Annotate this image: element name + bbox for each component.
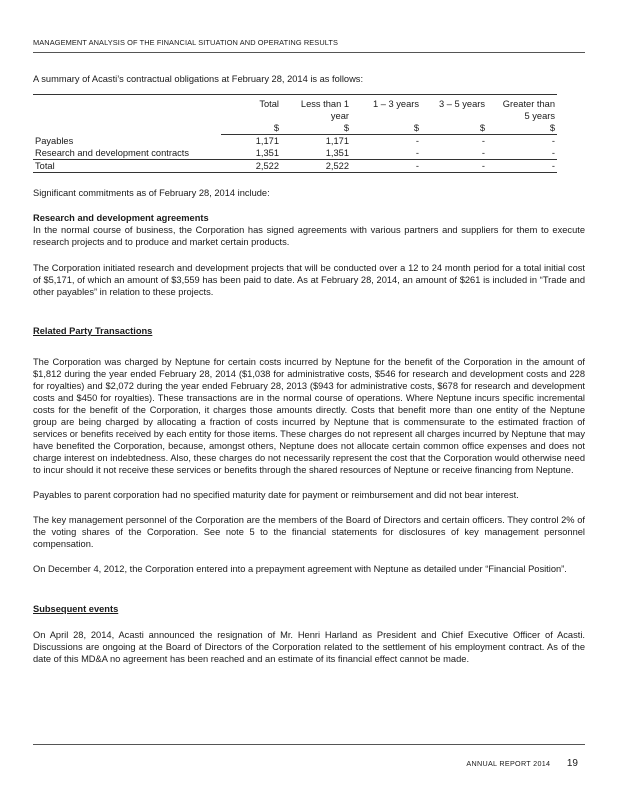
- row-label: Research and development contracts: [35, 148, 190, 158]
- col-less-than-1-header-b: year: [330, 111, 349, 121]
- col-total-header: Total: [221, 95, 281, 111]
- page-content: [33, 60, 585, 665]
- rd-paragraph-2: The Corporation initiated research and development projects that will be conducted over a 12 to 24 month period for a total initial cost of $5,171, of which an amount of $3,559 has been paid to date. As at February 28, 2014, an amount of $261 is included in “Trade and other payables” in relation to these projects.: [33, 263, 585, 297]
- table-row: [33, 147, 557, 160]
- table-header-row: [33, 95, 557, 111]
- header-divider: [33, 52, 585, 53]
- row-label: Payables: [35, 135, 74, 146]
- commitments-text: Significant commitments as of February 28, 2014 include:: [33, 188, 270, 198]
- row-label: Total: [33, 160, 221, 173]
- subsequent-events-heading: Subsequent events: [33, 604, 119, 614]
- cell-total: 1,171: [255, 136, 279, 146]
- currency-symbol: $: [281, 122, 351, 135]
- related-party-paragraph-3: The key management personnel of the Corporation are the members of the Board of Directors and certain officers. They control 2% of the voting shares of the Corporation. See note 5 to the financial statements for disclosures of key management personnel compensation.: [33, 515, 585, 549]
- subsequent-events-paragraph: On April 28, 2014, Acasti announced the resignation of Mr. Henri Harland as President and Chief Executive Officer of Acasti. Discussions are ongoing at the Board of Directors of the Corporation related to the settlement of his employment contract. As of the date of this MD&A no agreement has been reached and an estimate of its financial effect cannot be made.: [33, 630, 585, 664]
- col-less-than-1-header: Less than 1: [281, 95, 351, 111]
- related-party-paragraph-4: On December 4, 2012, the Corporation entered into a prepayment agreement with Neptune as detailed under “Financial Position”.: [33, 564, 567, 574]
- table-total-row: [33, 160, 557, 173]
- cell-1-3: -: [351, 160, 421, 173]
- intro-text: A summary of Acasti’s contractual obligations at February 28, 2014 is as follows:: [33, 74, 364, 84]
- cell-greater-than-5: -: [551, 136, 555, 146]
- rd-heading: Research and development agreements: [33, 213, 209, 223]
- currency-symbol: $: [221, 122, 281, 135]
- col-greater-than-5-header-b: 5 years: [524, 111, 555, 121]
- running-header: MANAGEMENT ANALYSIS OF THE FINANCIAL SITUATION AND OPERATING RESULTS: [33, 38, 339, 47]
- annual-report-label: ANNUAL REPORT 2014: [466, 759, 551, 768]
- footer-divider: [33, 744, 585, 745]
- cell-total: 1,351: [255, 148, 279, 158]
- rd-paragraph-1: In the normal course of business, the Corporation has signed agreements with various partners and suppliers for them to execute research projects and to produce and market certain products.: [33, 225, 585, 247]
- table-header-row-2: [33, 110, 557, 122]
- page-footer: [466, 758, 578, 769]
- cell-less-than-1: 1,171: [325, 136, 349, 146]
- related-party-heading: Related Party Transactions: [33, 326, 153, 336]
- col-1-3-header: 1 – 3 years: [351, 95, 421, 111]
- table-row: [33, 135, 557, 148]
- cell-greater-than-5: -: [551, 148, 555, 158]
- related-party-paragraph-2: Payables to parent corporation had no specified maturity date for payment or reimbursement and did not bear interest.: [33, 490, 519, 500]
- cell-1-3: -: [415, 148, 419, 158]
- cell-less-than-1: 1,351: [325, 148, 349, 158]
- cell-3-5: -: [481, 148, 485, 158]
- cell-less-than-1: 2,522: [281, 160, 351, 173]
- cell-total: 2,522: [221, 160, 281, 173]
- col-3-5-header: 3 – 5 years: [421, 95, 487, 111]
- cell-3-5: -: [421, 160, 487, 173]
- cell-greater-than-5: -: [487, 160, 557, 173]
- cell-3-5: -: [481, 136, 485, 146]
- currency-symbol: $: [421, 122, 487, 135]
- currency-symbol: $: [487, 122, 557, 135]
- col-greater-than-5-header: Greater than: [487, 95, 557, 111]
- related-party-paragraph-1: The Corporation was charged by Neptune for certain costs incurred by Neptune for the benefit of the Corporation in the amount of $1,812 during the year ended February 28, 2014 ($1,038 for administrative costs, $546 for research and development costs and 228 for royalties) and $2,072 during the year ended February 28, 2013 ($943 for administrative costs, $678 for research and development costs and $450 for royalties). These transactions are in the normal course of operations. Where Neptune incurs specific incremental costs for the benefit of the Corporation, it charges those amounts directly. Costs that benefit more than one entity of the Neptune group are being charged by allocating a fraction of costs incurred by Neptune that is commensurate to the estimated fraction of services or benefits received by each entity for those items. These charges do not represent all charges incurred by Neptune that may have benefited the Corporation, because, amongst others, Neptune does not allocate certain common office expenses and does not charge interest on indebtedness. Also, these charges do not necessarily represent the cost that the Corporation would otherwise need to incur should it not receive these services or benefits through the shared resources of Neptune or receive financing from Neptune.: [33, 357, 585, 475]
- obligations-table: [33, 94, 557, 173]
- currency-row: [33, 122, 557, 135]
- cell-1-3: -: [415, 136, 419, 146]
- currency-symbol: $: [351, 122, 421, 135]
- page-number: 19: [566, 758, 578, 769]
